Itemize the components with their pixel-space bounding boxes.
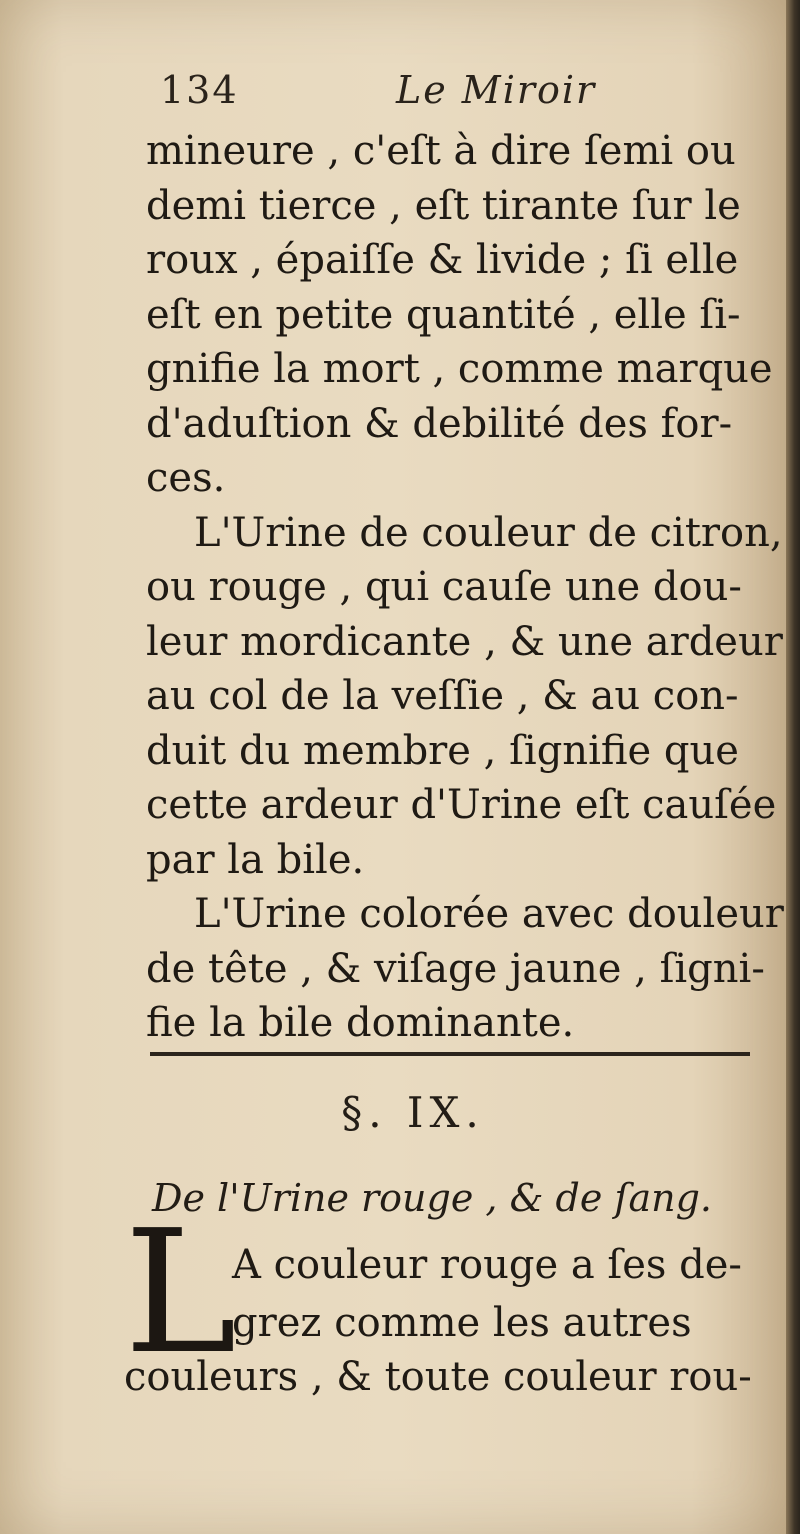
- text-line: fie la bile dominante.: [146, 1000, 575, 1046]
- text-line: A couleur rouge a ſes de-: [232, 1242, 742, 1288]
- section-number: §. IX.: [341, 1088, 485, 1137]
- text-line: mineure , c'eſt à dire ſemi ou: [146, 128, 736, 174]
- text-line: ces.: [146, 455, 226, 501]
- section-title: De l'Urine rouge , & de ſang.: [152, 1176, 712, 1220]
- text-line: leur mordicante , & une ardeur: [146, 618, 783, 665]
- text-line: d'aduſtion & debilité des for-: [146, 400, 733, 447]
- text-line: grez comme les autres: [232, 1300, 692, 1346]
- body-text: [146, 124, 786, 1051]
- page-number: 134: [160, 68, 239, 112]
- text-line: L'Urine de couleur de citron,: [194, 509, 783, 556]
- text-line: ou rouge , qui cauſe une dou-: [146, 564, 742, 610]
- running-title: Le Miroir: [396, 68, 597, 112]
- text-line: demi tierce , eſt tirante ſur le: [146, 182, 741, 229]
- drop-cap: L: [124, 1194, 237, 1392]
- text-line: au col de la veſſie , & au con-: [146, 673, 739, 719]
- drop-cap-paragraph: [232, 1236, 792, 1352]
- section-divider: [150, 1052, 750, 1056]
- text-line: eſt en petite quantité , elle ſi-: [146, 291, 741, 338]
- text-line: cette ardeur d'Urine eſt cauſée: [146, 782, 777, 828]
- page-header: [160, 68, 780, 118]
- page-edge: [786, 0, 800, 1534]
- text-line: par la bile.: [146, 836, 365, 883]
- text-line: couleurs , & toute couleur rou-: [124, 1354, 752, 1400]
- text-line: de tête , & viſage jaune , ſigni-: [146, 945, 765, 992]
- text-line: roux , épaiſſe & livide ; ſi elle: [146, 237, 739, 283]
- text-line: L'Urine colorée avec douleur: [194, 891, 784, 937]
- text-line: duit du membre , ſignifie que: [146, 727, 739, 774]
- text-line: gnifie la mort , comme marque: [146, 346, 773, 392]
